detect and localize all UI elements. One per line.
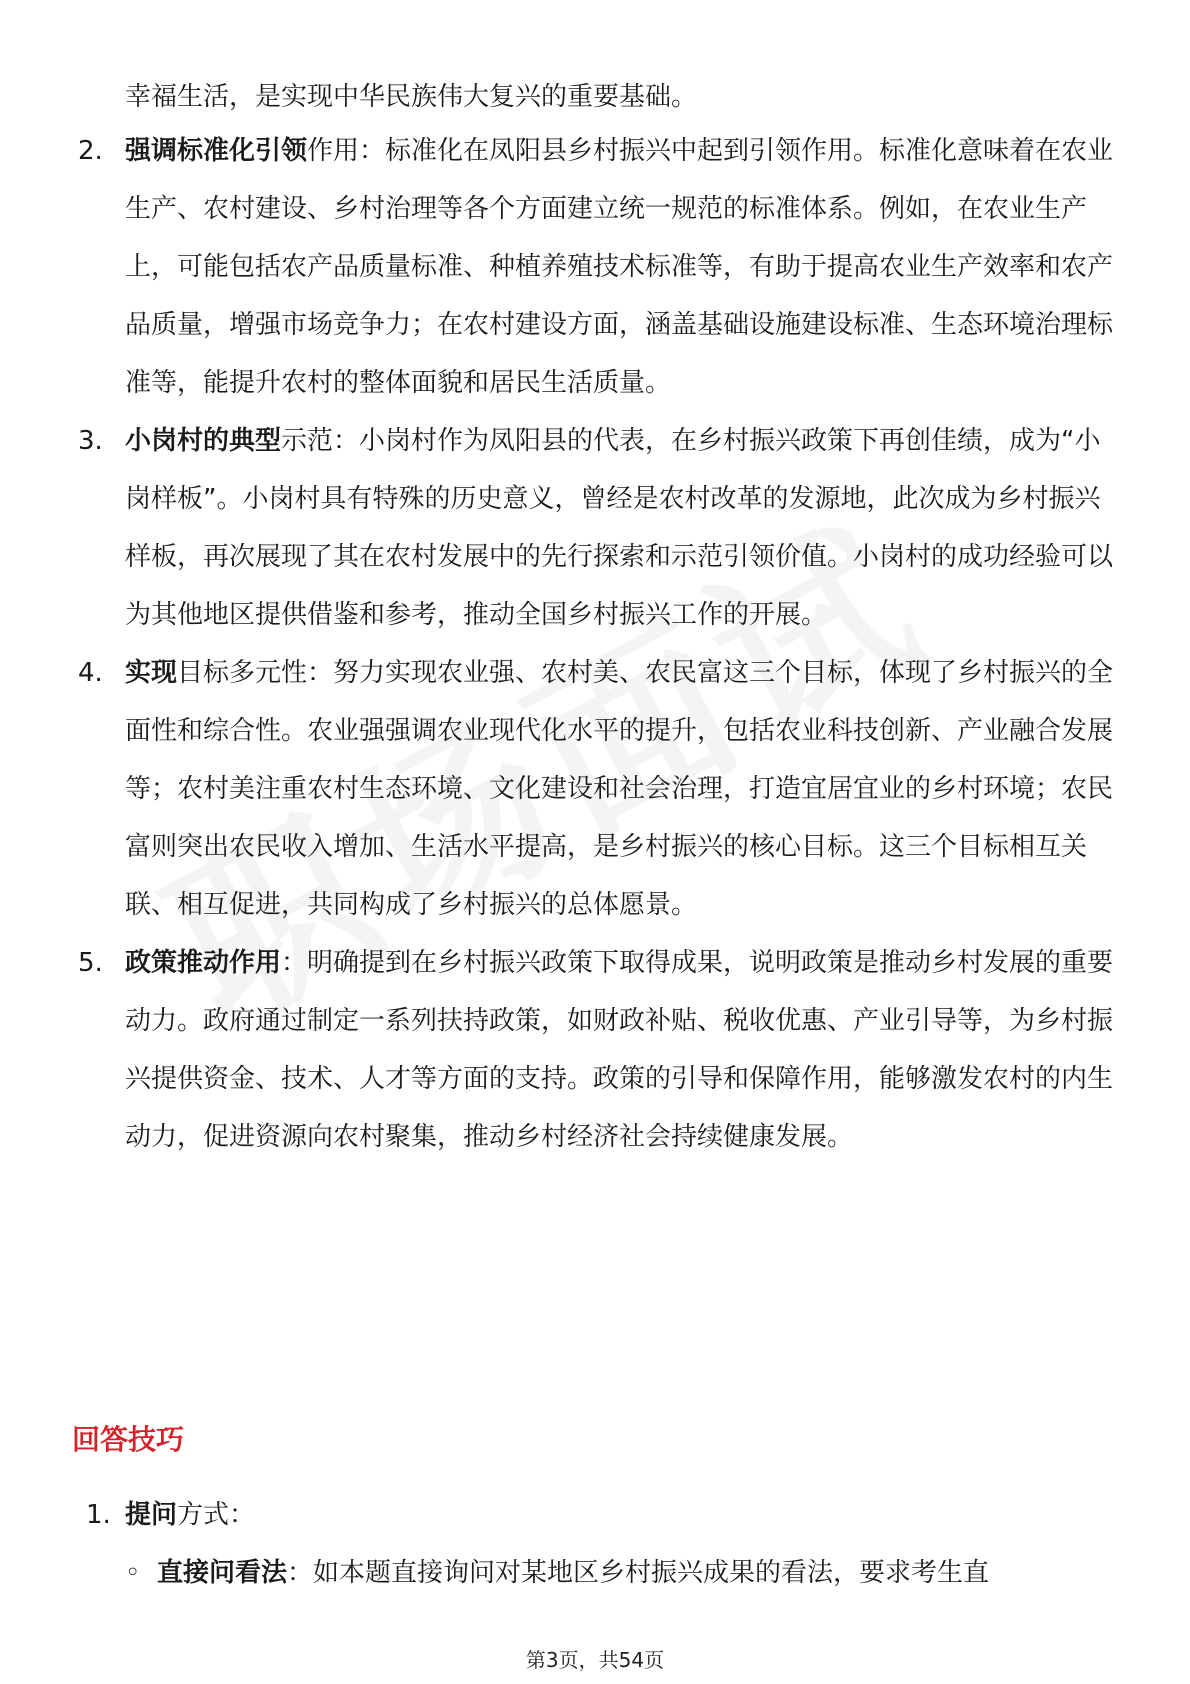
- bullet-icon: ◦: [125, 1558, 141, 1588]
- item-number: 2.: [78, 136, 103, 166]
- item-number: 5.: [78, 948, 103, 978]
- list-item: [78, 122, 1123, 412]
- item-term: 小岗村的典型: [125, 426, 282, 456]
- item-term: 政策推动作用: [125, 948, 282, 978]
- sub-list-item: [125, 1544, 1126, 1602]
- list-item: [78, 934, 1123, 1166]
- item-text: 作用：标准化在凤阳县乡村振兴中起到引领作用。标准化意味着在农业生产、农村建设、乡村治理等各个方面建立统一规范的标准体系。例如，在农业生产上，可能包括农产品质量标准、种植养殖技术标准等，有助于提高农业生产效率和农产品质量，增强市场竞争力；在农村建设方面，涵盖基础设施建设标准、生态环境治理标准等，能提升农村的整体面貌和居民生活质量。: [125, 136, 1114, 398]
- item-term: 实现: [125, 658, 178, 688]
- item-number: 3.: [78, 426, 103, 456]
- item-number: 4.: [78, 658, 103, 688]
- item-text: 方式：: [177, 1500, 256, 1530]
- item-text: 目标多元性：努力实现农业强、农村美、农民富这三个目标，体现了乡村振兴的全面性和综合性。农业强强调农业现代化水平的提升，包括农业科技创新、产业融合发展等；农村美注重农村生态环境、文化建设和社会治理，打造宜居宜业的乡村环境；农民富则突出农民收入增加、生活水平提高，是乡村振兴的核心目标。这三个目标相互关联、相互促进，共同构成了乡村振兴的总体愿景。: [125, 658, 1114, 920]
- section-title: 回答技巧: [72, 1423, 185, 1456]
- sub-item-text: ：如本题直接询问对某地区乡村振兴成果的看法，要求考生直: [287, 1558, 990, 1588]
- list-item: [78, 644, 1123, 934]
- page-footer: 第3页，共54页: [525, 1648, 665, 1672]
- tips-list: [86, 1486, 1126, 1602]
- intro-continuation: 幸福生活，是实现中华民族伟大复兴的重要基础。: [125, 82, 698, 112]
- analysis-list: [78, 122, 1123, 1166]
- item-number: 1.: [86, 1500, 111, 1530]
- sub-item-term: 直接问看法: [157, 1558, 288, 1588]
- item-term: 强调标准化引领: [125, 136, 308, 166]
- item-term: 提问: [125, 1500, 178, 1530]
- item-text: 示范：小岗村作为凤阳县的代表，在乡村振兴政策下再创佳绩，成为“小岗样板”。小岗村具有特殊的历史意义，曾经是农村改革的发源地，此次成为乡村振兴样板，再次展现了其在农村发展中的先行探索和示范引领价值。小岗村的成功经验可以为其他地区提供借鉴和参考，推动全国乡村振兴工作的开展。: [125, 426, 1114, 630]
- item-text: ：明确提到在乡村振兴政策下取得成果，说明政策是推动乡村发展的重要动力。政府通过制定一系列扶持政策，如财政补贴、税收优惠、产业引导等，为乡村振兴提供资金、技术、人才等方面的支持。政策的引导和保障作用，能够激发农村的内生动力，促进资源向农村聚集，推动乡村经济社会持续健康发展。: [125, 948, 1114, 1152]
- sub-list: [125, 1544, 1126, 1602]
- list-item: [86, 1486, 1126, 1602]
- list-item: [78, 412, 1123, 644]
